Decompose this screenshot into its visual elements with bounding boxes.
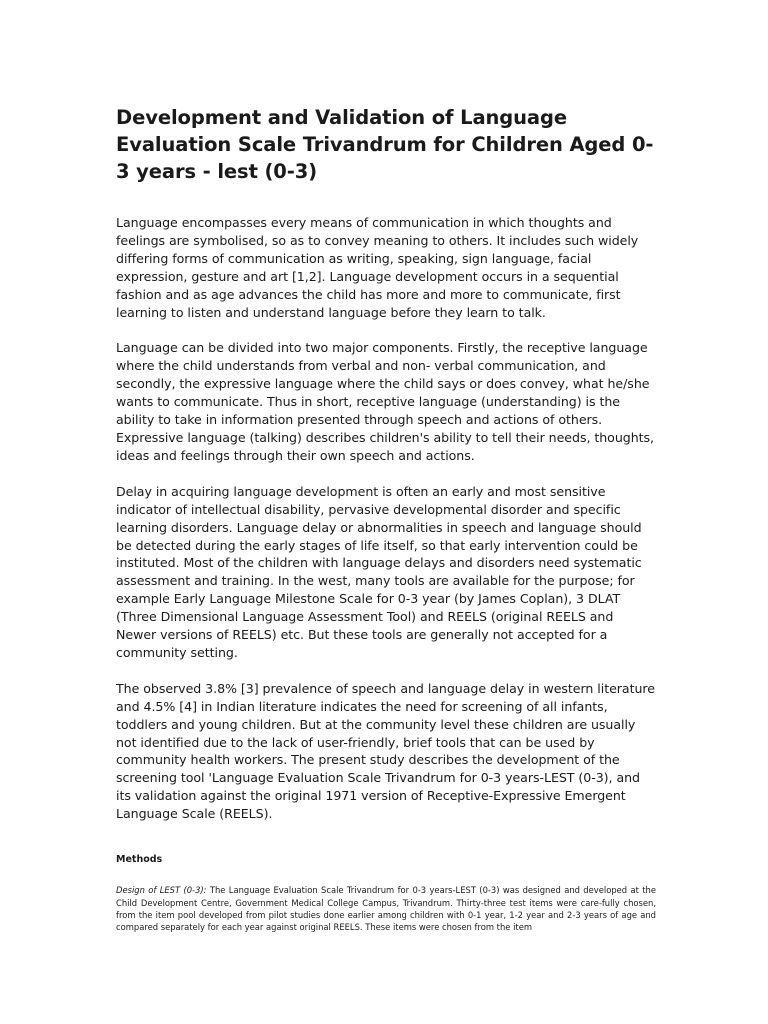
paragraph-delay: Delay in acquiring language development is often an early and most sensitive indicator of intellectual disability, pervasive developmental disorder and specific learning disorders. Language delay or abnormalities in speech and language should be detected during the early stages of life itself, so that early intervention could be instituted. Most of the children with language delays and disorders need systematic assessment and training. In the west, many tools are available for the purpose; for example Early Language Milestone Scale for 0-3 year (by James Coplan), 3 DLAT (Three Dimensional Language Assessment Tool) and REELS (original REELS and Newer versions of REELS) etc. But these tools are generally not accepted for a community setting. bbox=[116, 483, 642, 660]
document-title: Development and Validation of Language Evaluation Scale Trivandrum for Children Aged 0-3 years - lest (0-3) bbox=[116, 106, 654, 183]
methods-text: The Language Evaluation Scale Trivandrum for 0-3 years-LEST (0-3) was designed and developed at the Child Development Centre, Government Medical College Campus, Trivandrum. Thirty-three test items were care-fully chosen, from the item pool developed from pilot studies done earlier among children with 0-1 year, 1-2 year and 2-3 years of age and compared separately for each year against original REELS. These items were chosen from the item bbox=[116, 885, 656, 933]
paragraph-components: Language can be divided into two major components. Firstly, the receptive language where the child understands from verbal and non- verbal communication, and secondly, the expressive language where the child says or does convey, what he/she wants to communicate. Thus in short, receptive language (understanding) is the ability to take in information presented through speech and actions of others. Expressive language (talking) describes children's ability to tell their needs, thoughts, ideas and feelings through their own speech and actions. bbox=[116, 340, 654, 463]
methods-paragraph bbox=[116, 884, 656, 934]
methods-lead: Design of LEST (0-3): bbox=[116, 885, 207, 896]
document-page bbox=[116, 104, 656, 934]
paragraph-intro: Language encompasses every means of communication in which thoughts and feelings are symbolised, so as to convey meaning to others. It includes such widely differing forms of communication as writing, speaking, sign language, facial expression, gesture and art [1,2]. Language development occurs in a sequential fashion and as age advances the child has more and more to communicate, first learning to listen and understand language before they learn to talk. bbox=[116, 215, 639, 320]
paragraph-prevalence: The observed 3.8% [3] prevalence of speech and language delay in western literature and 4.5% [4] in Indian literature indicates the need for screening of all infants, toddlers and young children. But at the community level these children are usually not identified due to the lack of user-friendly, brief tools that can be used by community health workers. The present study describes the development of the screening tool 'Language Evaluation Scale Trivandrum for 0-3 years-LEST (0-3), and its validation against the original 1971 version of Receptive-Expressive Emergent Language Scale (REELS). bbox=[116, 680, 655, 822]
methods-heading: Methods bbox=[116, 854, 163, 866]
